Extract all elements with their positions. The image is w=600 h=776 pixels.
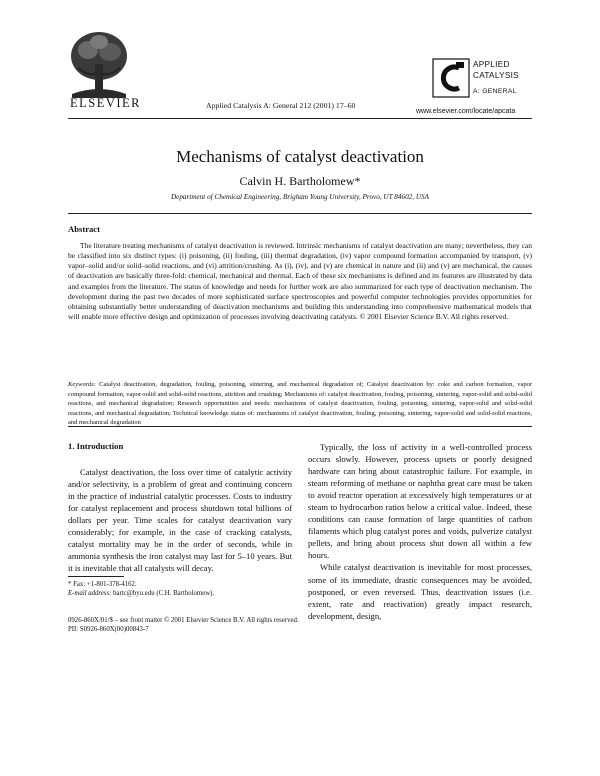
left-paragraph: Catalyst deactivation, the loss over time of catalytic activity and/or selectivity, is a problem of great and continuing concern in the practice of industrial catalytic processes. Costs to industry for catalyst replacement and process shutdown total billions of dollars per year. Time scales for catalyst deactivation vary considerably; for example, in the case of cracking catalysts, catalyst mortality may be in the order of seconds, while in ammonia synthesis the iron catalyst may last for 5–10 years. But it is inevitable that all catalysts will decay. (68, 467, 292, 574)
footnote-email-address[interactable]: bartc@byu.edu (C.H. Bartholomew). (113, 590, 215, 598)
article-title: Mechanisms of catalyst deactivation (176, 147, 424, 166)
abstract-bottom-rule (68, 426, 532, 427)
abstract-heading: Abstract (68, 224, 100, 234)
keywords-label: Keywords: (68, 381, 96, 388)
footnote-email-label: E-mail address: (68, 590, 112, 598)
journal-name-line1: APPLIED (473, 60, 510, 69)
left-column (68, 466, 292, 574)
right-paragraph-2: While catalyst deactivation is inevitable for most processes, some of its immediate, drastic consequences may be avoided, postponed, or even reversed. Thus, deactivation issues (i.e. extent, rate and reactivation) greatly impact research, development, design, (308, 562, 532, 621)
footer-pii: PII: S0926-860X(00)00843-7 (68, 626, 149, 634)
journal-reference: Applied Catalysis A: General 212 (2001) 17–60 (206, 101, 356, 110)
keywords-text: Catalyst deactivation, degradation, fouling, poisoning, sintering, and mechanical degradation of; Catalyst deactivation by: coke and carbon formation, vapor compound formation, vapor-solid and solid-solid reactions, attrition and crushing; Mechanisms of: catalyst deactivation, fouling, poisoning, sintering, vapor-solid and solid-solid reactions, and mechanical degradation; Research opportunities and needs: mechanisms of catalyst deactivation, fouling, poisoning, sintering, vapor-solid and solid-solid reactions, and mechanical degradation; Technical knowledge status of: mechanisms of catalyst deactivation, fouling, poisoning, sintering, vapor-solid and solid-solid reactions, and mechanical degradation (68, 381, 532, 427)
footnote-fax: * Fax: +1-801-378-4162. (68, 581, 137, 588)
keywords (68, 380, 532, 428)
abstract-top-rule (68, 213, 532, 214)
right-column (308, 441, 532, 622)
right-paragraph-1: Typically, the loss of activity in a well-controlled process occurs slowly. However, process upsets or poorly designed hardware can bring about catastrophic failure. For example, in steam reforming of methane or naphtha great care must be taken to avoid reactor operation at excessively high temperatures or at steam to hydrocarbon ratios below a critical value. Indeed, these conditions can cause formation of large quantities of carbon filaments which plug catalyst pores and voids, pulverize catalyst pellets, and bring about process shut down all within a few hours. (308, 442, 532, 561)
footer-copyright: 0926-860X/01/$ – see front matter © 2001 Elsevier Science B.V. All rights reserved. (68, 617, 299, 624)
elsevier-tree-logo-icon (68, 28, 130, 100)
footnote-rule (68, 576, 124, 577)
author-affiliation: Department of Chemical Engineering, Brigham Young University, Provo, UT 84602, USA (170, 193, 430, 201)
footnote-email (68, 589, 296, 598)
article-author: Calvin H. Bartholomew* (239, 174, 361, 188)
journal-name (473, 60, 519, 81)
journal-subtitle: A: GENERAL (473, 88, 517, 95)
footer-info (68, 616, 468, 635)
section-heading: 1. Introduction (68, 441, 124, 451)
journal-name-line2: CATALYSIS (473, 70, 519, 80)
journal-url[interactable]: www.elsevier.com/locate/apcata (416, 108, 516, 115)
header-rule (68, 118, 532, 119)
publisher-name: ELSEVIER (70, 96, 142, 110)
abstract-text: The literature treating mechanisms of catalyst deactivation is reviewed. Intrinsic mechanisms of catalyst deactivation are many; nevertheless, they can be classified into six distinct types: (i) poisoning, (ii) fouling, (iii) thermal degradation, (iv) vapor compound formation accompanied by transport, (v) vapor–solid and/or solid–solid reactions, and (vi) attrition/crushing. As (i), (iv), and (v) are chemical in nature and (ii) and (v) are mechanical, the causes of deactivation are basically three-fold: chemical, mechanical and thermal. Each of these six mechanisms is defined and its features are illustrated by data and examples from the literature. The status of knowledge and needs for further work are also summarized for each type of deactivation mechanism. The development during the past two decades of more sophisticated surface spectroscopies and powerful computer technologies provides opportunities for obtaining substantially better understanding of deactivation mechanisms and building this understanding into comprehensive mathematical models that will enable more effective design and optimization of processes involving deactivating catalysts. © 2001 Elsevier Science B.V. All rights reserved. (68, 241, 532, 322)
applied-catalysis-logo-icon (432, 58, 470, 98)
footnote (68, 580, 296, 599)
